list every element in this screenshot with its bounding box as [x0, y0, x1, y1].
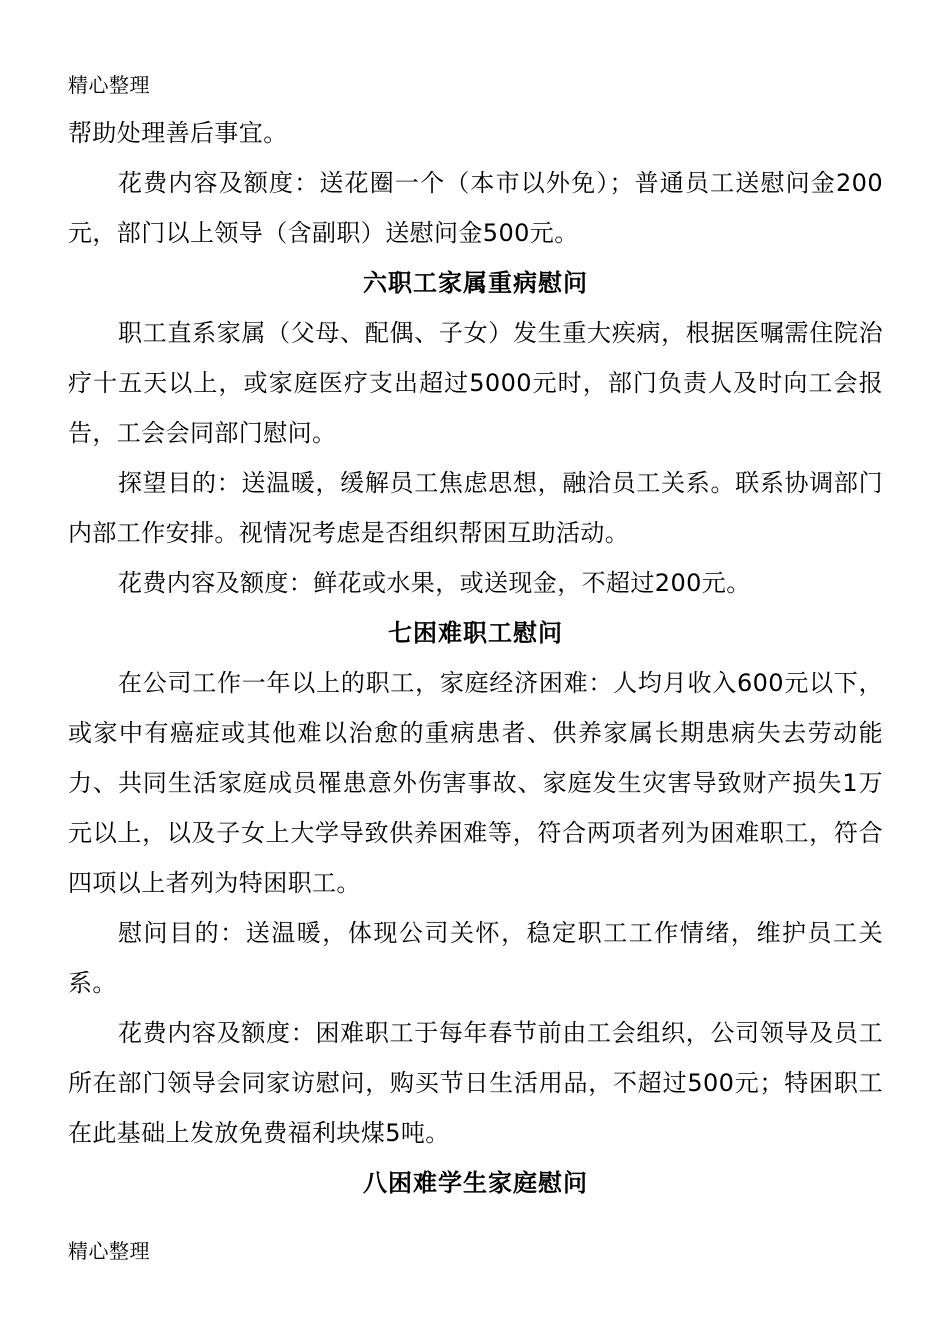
- page-footer: 精心整理: [68, 1239, 150, 1263]
- paragraph-hardship-purpose: 慰问目的：送温暖，体现公司关怀，稳定职工工作情绪，维护员工关系。: [68, 919, 883, 997]
- paragraph-aftermath: 帮助处理善后事宜。: [68, 119, 288, 147]
- section-heading-student-family: 八困难学生家庭慰问: [363, 1169, 588, 1197]
- paragraph-family-illness-purpose: 探望目的：送温暖，缓解员工焦虑思想，融洽员工关系。联系协调部门内部工作安排。视情况考虑是否组织帮困互助活动。: [68, 469, 883, 547]
- section-heading-hardship-staff: 七困难职工慰问: [388, 619, 563, 647]
- paragraph-family-illness-expense: 花费内容及额度：鲜花或水果，或送现金，不超过200元。: [118, 569, 751, 597]
- paragraph-hardship-expense: 花费内容及额度：困难职工于每年春节前由工会组织，公司领导及员工所在部门领导会同家访慰问，购买节日生活用品，不超过500元；特困职工在此基础上发放免费福利块煤5吨。: [68, 1019, 883, 1147]
- paragraph-hardship-criteria: 在公司工作一年以上的职工，家庭经济困难：人均月收入600元以下，或家中有癌症或其他难以治愈的重病患者、供养家属长期患病失去劳动能力、共同生活家庭成员罹患意外伤害事故、家庭发生灾害导致财产损失1万元以上，以及子女上大学导致供养困难等，符合两项者列为困难职工，符合四项以上者列为特困职工。: [68, 669, 883, 897]
- page-header: 精心整理: [68, 73, 150, 97]
- paragraph-funeral-expense: 花费内容及额度：送花圈一个（本市以外免）；普通员工送慰问金200元，部门以上领导（含副职）送慰问金500元。: [68, 169, 883, 247]
- paragraph-family-illness-condition: 职工直系家属（父母、配偶、子女）发生重大疾病，根据医嘱需住院治疗十五天以上，或家庭医疗支出超过5000元时，部门负责人及时向工会报告，工会会同部门慰问。: [68, 319, 883, 447]
- document-body: [68, 108, 883, 1208]
- section-heading-family-illness: 六职工家属重病慰问: [363, 269, 588, 297]
